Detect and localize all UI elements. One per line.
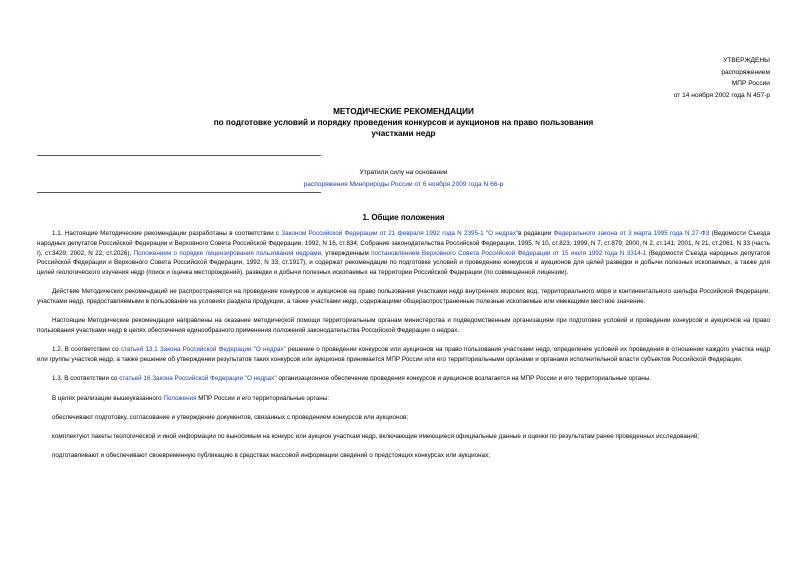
title-line-2: по подготовке условий и порядку проведения конкурсов и аукционов на право пользования bbox=[213, 118, 594, 128]
federal-law-27-fz-link[interactable]: Федерального закона от 3 марта 1995 года N 27-ФЗ bbox=[553, 230, 710, 237]
paragraph-1-2: 1.2. В соответствии со статьей 13.1 Закона Российской Федерации "О недрах" решение о проведении конкурсов или аукционов на право пользования участками недр, определение условий их проведения в отношении каждого участка недр или группы участков недр, а также решение об утверждении результатов таких конкурсов или аукционов принимается МПР России или его территориальными органами и органами исполнительной власти субъектов Российской Федерации. bbox=[37, 346, 770, 363]
paragraph-scope: Действие Методических рекомендаций не распространяется на проведение конкурсов и аукционов на право пользования участками недр внутренних морских вод, территориального моря и континентального шельфа Российской Федерации, участками недр, предоставляемыми в пользование на условиях раздела продукции, а также участками недр, содержащими общераспространенные полезные ископаемые или имеющими местное значение. bbox=[37, 288, 770, 305]
title-line-3: участками недр bbox=[371, 129, 436, 139]
repeal-order-link[interactable]: распоряжения Минприроды России от 6 ноября 2009 года N 66-р bbox=[303, 181, 504, 189]
law-on-subsoil-link[interactable]: Законом Российской Федерации от 21 февраля 1992 года N 2395-1 "О недрах" bbox=[281, 230, 519, 237]
document-title bbox=[0, 106, 807, 139]
article-13-1-link[interactable]: статьей 13.1 Закона Российской Федерации "О недрах" bbox=[120, 346, 286, 354]
paragraph-purpose: Настоящие Методические рекомендации направлены на оказание методической помощи территориальным органам министерства и подведомственным организациям при подготовке условий и проведении конкурсов и аукционов на право пользования участками недр в целях обеспечения единообразного применения положений законодательства Российской Федерации о недрах. bbox=[37, 317, 770, 334]
paragraph-1-3: 1.3. В соответствии со статьей 16 Закона Российской Федерации "О недрах" организационное обеспечение проведения конкурсов и аукционов возлагается на МПР России и его территориальные органы. bbox=[52, 375, 652, 383]
licensing-regulation-link[interactable]: Положением о порядке лицензирования пользования недрами bbox=[133, 249, 322, 257]
approval-line-order: распоряжением bbox=[721, 68, 770, 76]
divider-bottom bbox=[37, 192, 321, 193]
paragraph-duty-publication: подготавливают и обеспечивают своевременную публикацию в средствах массовой информации сведений о предстоящих конкурсах или аукционах; bbox=[52, 452, 491, 460]
paragraph-duty-documents: обеспечивают подготовку, согласование и утверждение документов, связанных с проведением конкурсов или аукционов; bbox=[52, 413, 409, 421]
section-heading-general: 1. Общие положения bbox=[362, 213, 445, 222]
supreme-council-resolution-link[interactable]: постановлением Верховного Совета Российской Федерации от 15 июля 1992 года N 3314-1 bbox=[371, 249, 647, 257]
regulation-link[interactable]: Положения bbox=[163, 394, 197, 402]
approval-stamp bbox=[674, 55, 770, 101]
article-16-link[interactable]: статьей 16 Закона Российской Федерации "О недрах" bbox=[119, 375, 277, 383]
paragraph-duty-information: комплектуют пакеты геологической и иной информации по выносимым на конкурс или аукцион участкам недр, включающие имеющиеся официальные данные и оценки по результатам ранее проведенных исследований; bbox=[52, 433, 700, 440]
divider-top bbox=[37, 155, 321, 156]
approval-line-approved: УТВЕРЖДЕНЫ bbox=[723, 57, 770, 64]
paragraph-1-1: 1.1. Настоящие Методические рекомендации разработаны в соответствии с Законом Российской Федерации от 21 февраля 1992 года N 2395-1 "О недрах"в редакции Федерального закона от 3 марта 1995 года N 27-ФЗ (Ведомости Съезда народных депутатов Российской Федерации и Верховного Совета Российской Федерации, 1992, N 16, ст.834; Собрание законодательства Российской Федерации, 1995, N 10, ст.823; 1999, N 7, ст.879; 2000, N 2, ст.141; 2001, N 21, ст.2061, N 33 (часть I), ст.3429; 2002, N 22, ст.2026), Положением о порядке лицензирования пользования недрами, утвержденным постановлением Верховного Совета Российской Федерации от 15 июля 1992 года N 3314-1 (Ведомости Съезда народных депутатов Российской Федерации и Верховного Совета Российской Федерации, 1992, N 33, ст.1917), и содержат рекомендации по подготовке условий и проведению конкурсов и аукционов для целей разведки и добычи полезных ископаемых, а также для целей геологического изучения недр (поиск и оценка месторождений), разведки и добычи полезных ископаемых на территории Российской Федерации (по совмещенной лицензии). bbox=[37, 230, 770, 276]
document-body bbox=[37, 229, 770, 461]
approval-line-date: от 14 ноября 2002 года N 457-р bbox=[673, 91, 770, 99]
paragraph-implementation: В целях реализации вышеуказанного Положения МПР России и его территориальные органы: bbox=[52, 394, 329, 402]
repeal-notice-text: Утратили силу на основании bbox=[359, 169, 448, 176]
repeal-notice bbox=[0, 167, 807, 191]
approval-line-ministry: МПР России bbox=[731, 80, 770, 88]
title-line-1: МЕТОДИЧЕСКИЕ РЕКОМЕНДАЦИИ bbox=[333, 107, 474, 116]
